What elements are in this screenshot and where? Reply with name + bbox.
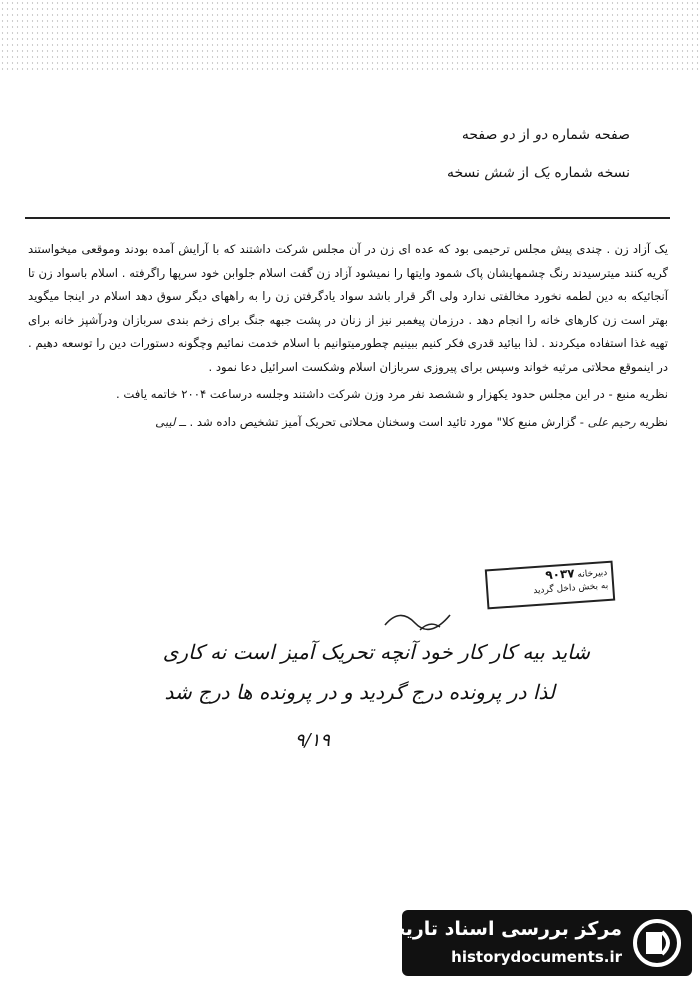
archive-url: historydocuments.ir	[451, 948, 622, 966]
archive-watermark	[372, 910, 692, 976]
handwritten-note-line1: شاید بیه کار کار خود آنچه تحریک آمیز است نه کاری	[162, 640, 590, 664]
review-opinion: نظریه رحیم علی - گزارش منبع کلا" مورد تائید است وسخنان محلاتی تحریک آمیز تشخیص داده شد . ــ لیبی	[155, 414, 668, 429]
scan-noise	[0, 0, 700, 70]
archive-logo-icon	[632, 918, 682, 968]
page-number-line: صفحه شماره دو از دو صفحه	[461, 127, 630, 143]
copy-number-line: نسخه شماره یک از شش نسخه	[446, 165, 630, 181]
registry-stamp: دبیرخانه ۹۰۳۷ به بخش داخل گردید	[485, 561, 615, 610]
source-opinion: نظریه منبع - در این مجلس حدود یکهزار و ششصد نفر مرد وزن شرکت داشتند وجلسه درساعت ۲۰۰۴ خاتمه یافت .	[116, 387, 668, 401]
archive-title: مرکز بررسی اسناد تاریخی	[372, 918, 622, 940]
handwritten-date: ۹/۱۹	[294, 730, 330, 751]
main-paragraph: یک آزاد زن . چندی پیش مجلس ترحیمی بود که عده ای زن در آن مجلس شرکت داشتند که با آرایش آمده بودند وموقعی میخواستند گریه کنند میترسیدند رنگ چشمهایشان پاک شمود وایتها را نمیشود آزاد زن گفت اسلام جلوابن خود سرپها راگرفته . اسلام باسواد زن تا آنجائیکه به دین لطمه نخورد مخالفتی ندارد ولی اگر قرار باشد سواد یادگرفتن زن را به راههای دیگر سوق دهد اسلام در اینجا میگوید بهتر است زن کارهای خانه را انجام دهد . درزمان پیغمبر نیز از زنان در پشت جبهه جنگ برای زخم بندی سربازان ودرآشپز خانه برای تهیه غذا استفاده میکردند . لذا بیائید قدری فکر کنیم ببینیم چطورمیتوانیم با اسلام خدمت نمائیم وچگونه دستورات دین را توسعه دهیم . در اینموقع محلاتی مرثیه خواند وسپس برای پیروزی سربازان اسلام وشکست اسرائیل دعا نمود .	[28, 242, 668, 374]
header-divider	[25, 217, 670, 219]
report-body	[28, 238, 668, 434]
handwritten-note-line2: لذا در پرونده درج گردید و در پرونده ها درج شد	[164, 680, 555, 704]
signature-mark	[380, 605, 460, 635]
